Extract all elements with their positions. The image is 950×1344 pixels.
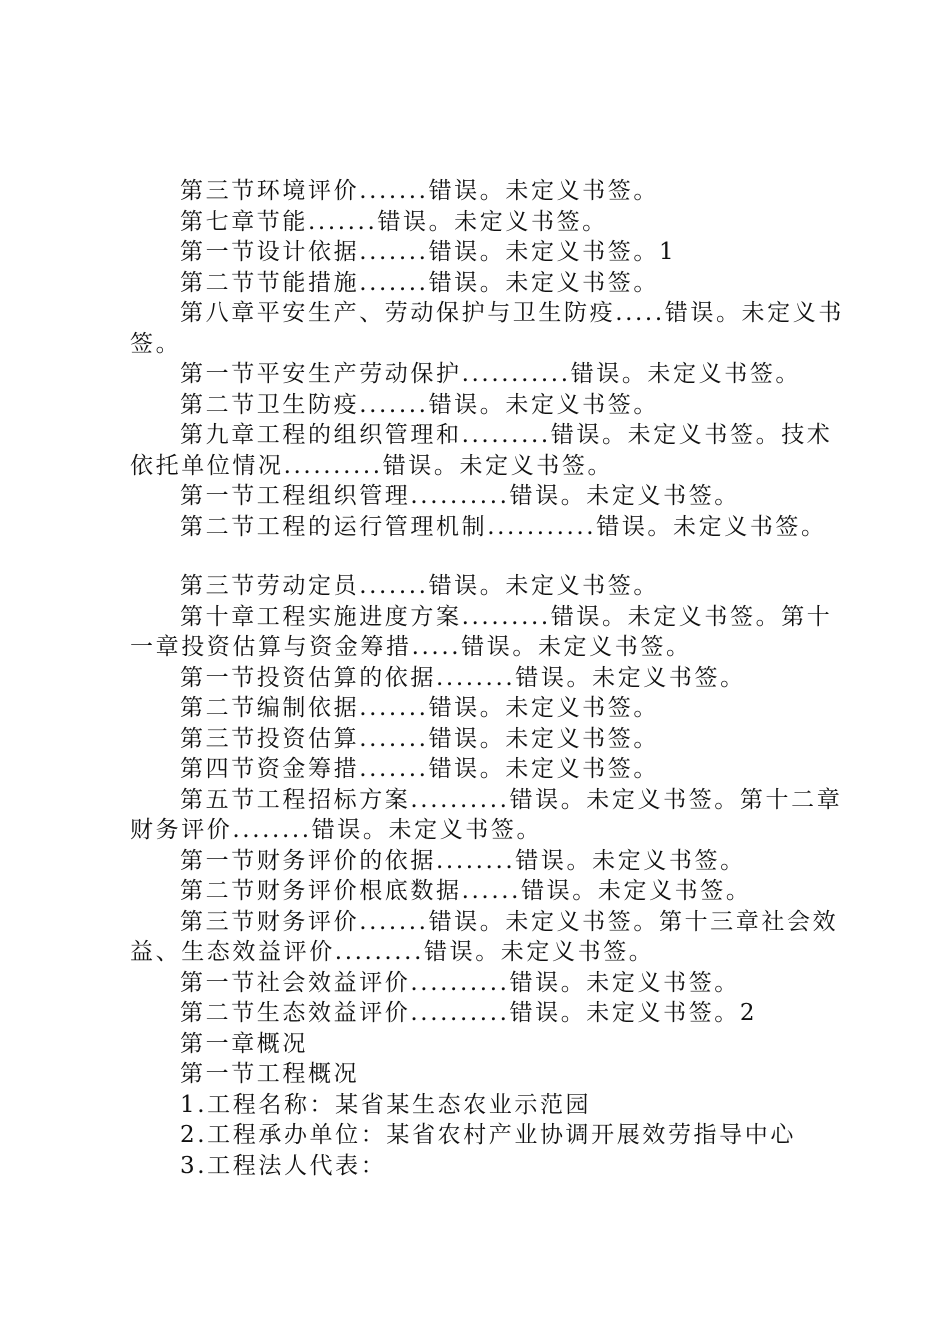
toc-entry: 第九章工程的组织管理和.........错误。未定义书签。技术依托单位情况..........错误。未定义书签。 xyxy=(130,422,833,479)
project-legal-rep: 3.工程法人代表： xyxy=(180,1152,387,1179)
project-name: 1.工程名称：某省某生态农业示范园 xyxy=(180,1091,592,1118)
toc-entry: 第一节设计依据.......错误。未定义书签。1 xyxy=(180,239,677,265)
toc-entry: 第一节投资估算的依据........错误。未定义书签。 xyxy=(180,664,746,691)
toc-entry: 第一节平安生产劳动保护...........错误。未定义书签。 xyxy=(180,361,802,387)
toc-entry: 第十章工程实施进度方案.........错误。未定义书签。第十一章投资估算与资金筹措.....错误。未定义书签。 xyxy=(130,603,833,660)
toc-entry: 第二节工程的运行管理机制...........错误。未定义书签。 xyxy=(180,513,827,540)
section-title: 第一节工程概况 xyxy=(180,1061,360,1087)
toc-entry: 第二节财务评价根底数据......错误。未定义书签。 xyxy=(180,878,752,904)
toc-entry: 第一节财务评价的依据........错误。未定义书签。 xyxy=(180,847,746,874)
toc-entry: 第二节生态效益评价..........错误。未定义书签。2 xyxy=(180,1000,758,1026)
toc-entry: 第三节环境评价.......错误。未定义书签。 xyxy=(180,178,659,204)
project-organizer: 2.工程承办单位：某省农村产业协调开展效劳指导中心 xyxy=(180,1122,796,1148)
toc-entry: 第三节财务评价.......错误。未定义书签。第十三章社会效益、生态效益评价.........错误。未定义书签。 xyxy=(130,908,839,965)
toc-entry: 第四节资金筹措.......错误。未定义书签。 xyxy=(180,756,659,782)
toc-entry: 第二节卫生防疫.......错误。未定义书签。 xyxy=(180,391,659,418)
toc-entry: 第七章节能.......错误。未定义书签。 xyxy=(180,208,608,235)
toc-entry: 第二节编制依据.......错误。未定义书签。 xyxy=(180,695,659,721)
blank-line xyxy=(130,542,850,571)
toc-entry: 第一节工程组织管理..........错误。未定义书签。 xyxy=(180,483,740,509)
toc-entry: 第二节节能措施.......错误。未定义书签。 xyxy=(180,269,659,296)
toc-entry: 第一节社会效益评价..........错误。未定义书签。 xyxy=(180,969,740,996)
toc-entry: 第八章平安生产、劳动保护与卫生防疫.....错误。未定义书签。 xyxy=(130,300,844,357)
toc-entry: 第三节劳动定员.......错误。未定义书签。 xyxy=(180,573,659,599)
chapter-title: 第一章概况 xyxy=(180,1030,308,1057)
toc-entry: 第三节投资估算.......错误。未定义书签。 xyxy=(180,725,659,752)
document-content xyxy=(130,176,850,1181)
toc-entry: 第五节工程招标方案..........错误。未定义书签。第十二章财务评价........错误。未定义书签。 xyxy=(130,786,843,843)
